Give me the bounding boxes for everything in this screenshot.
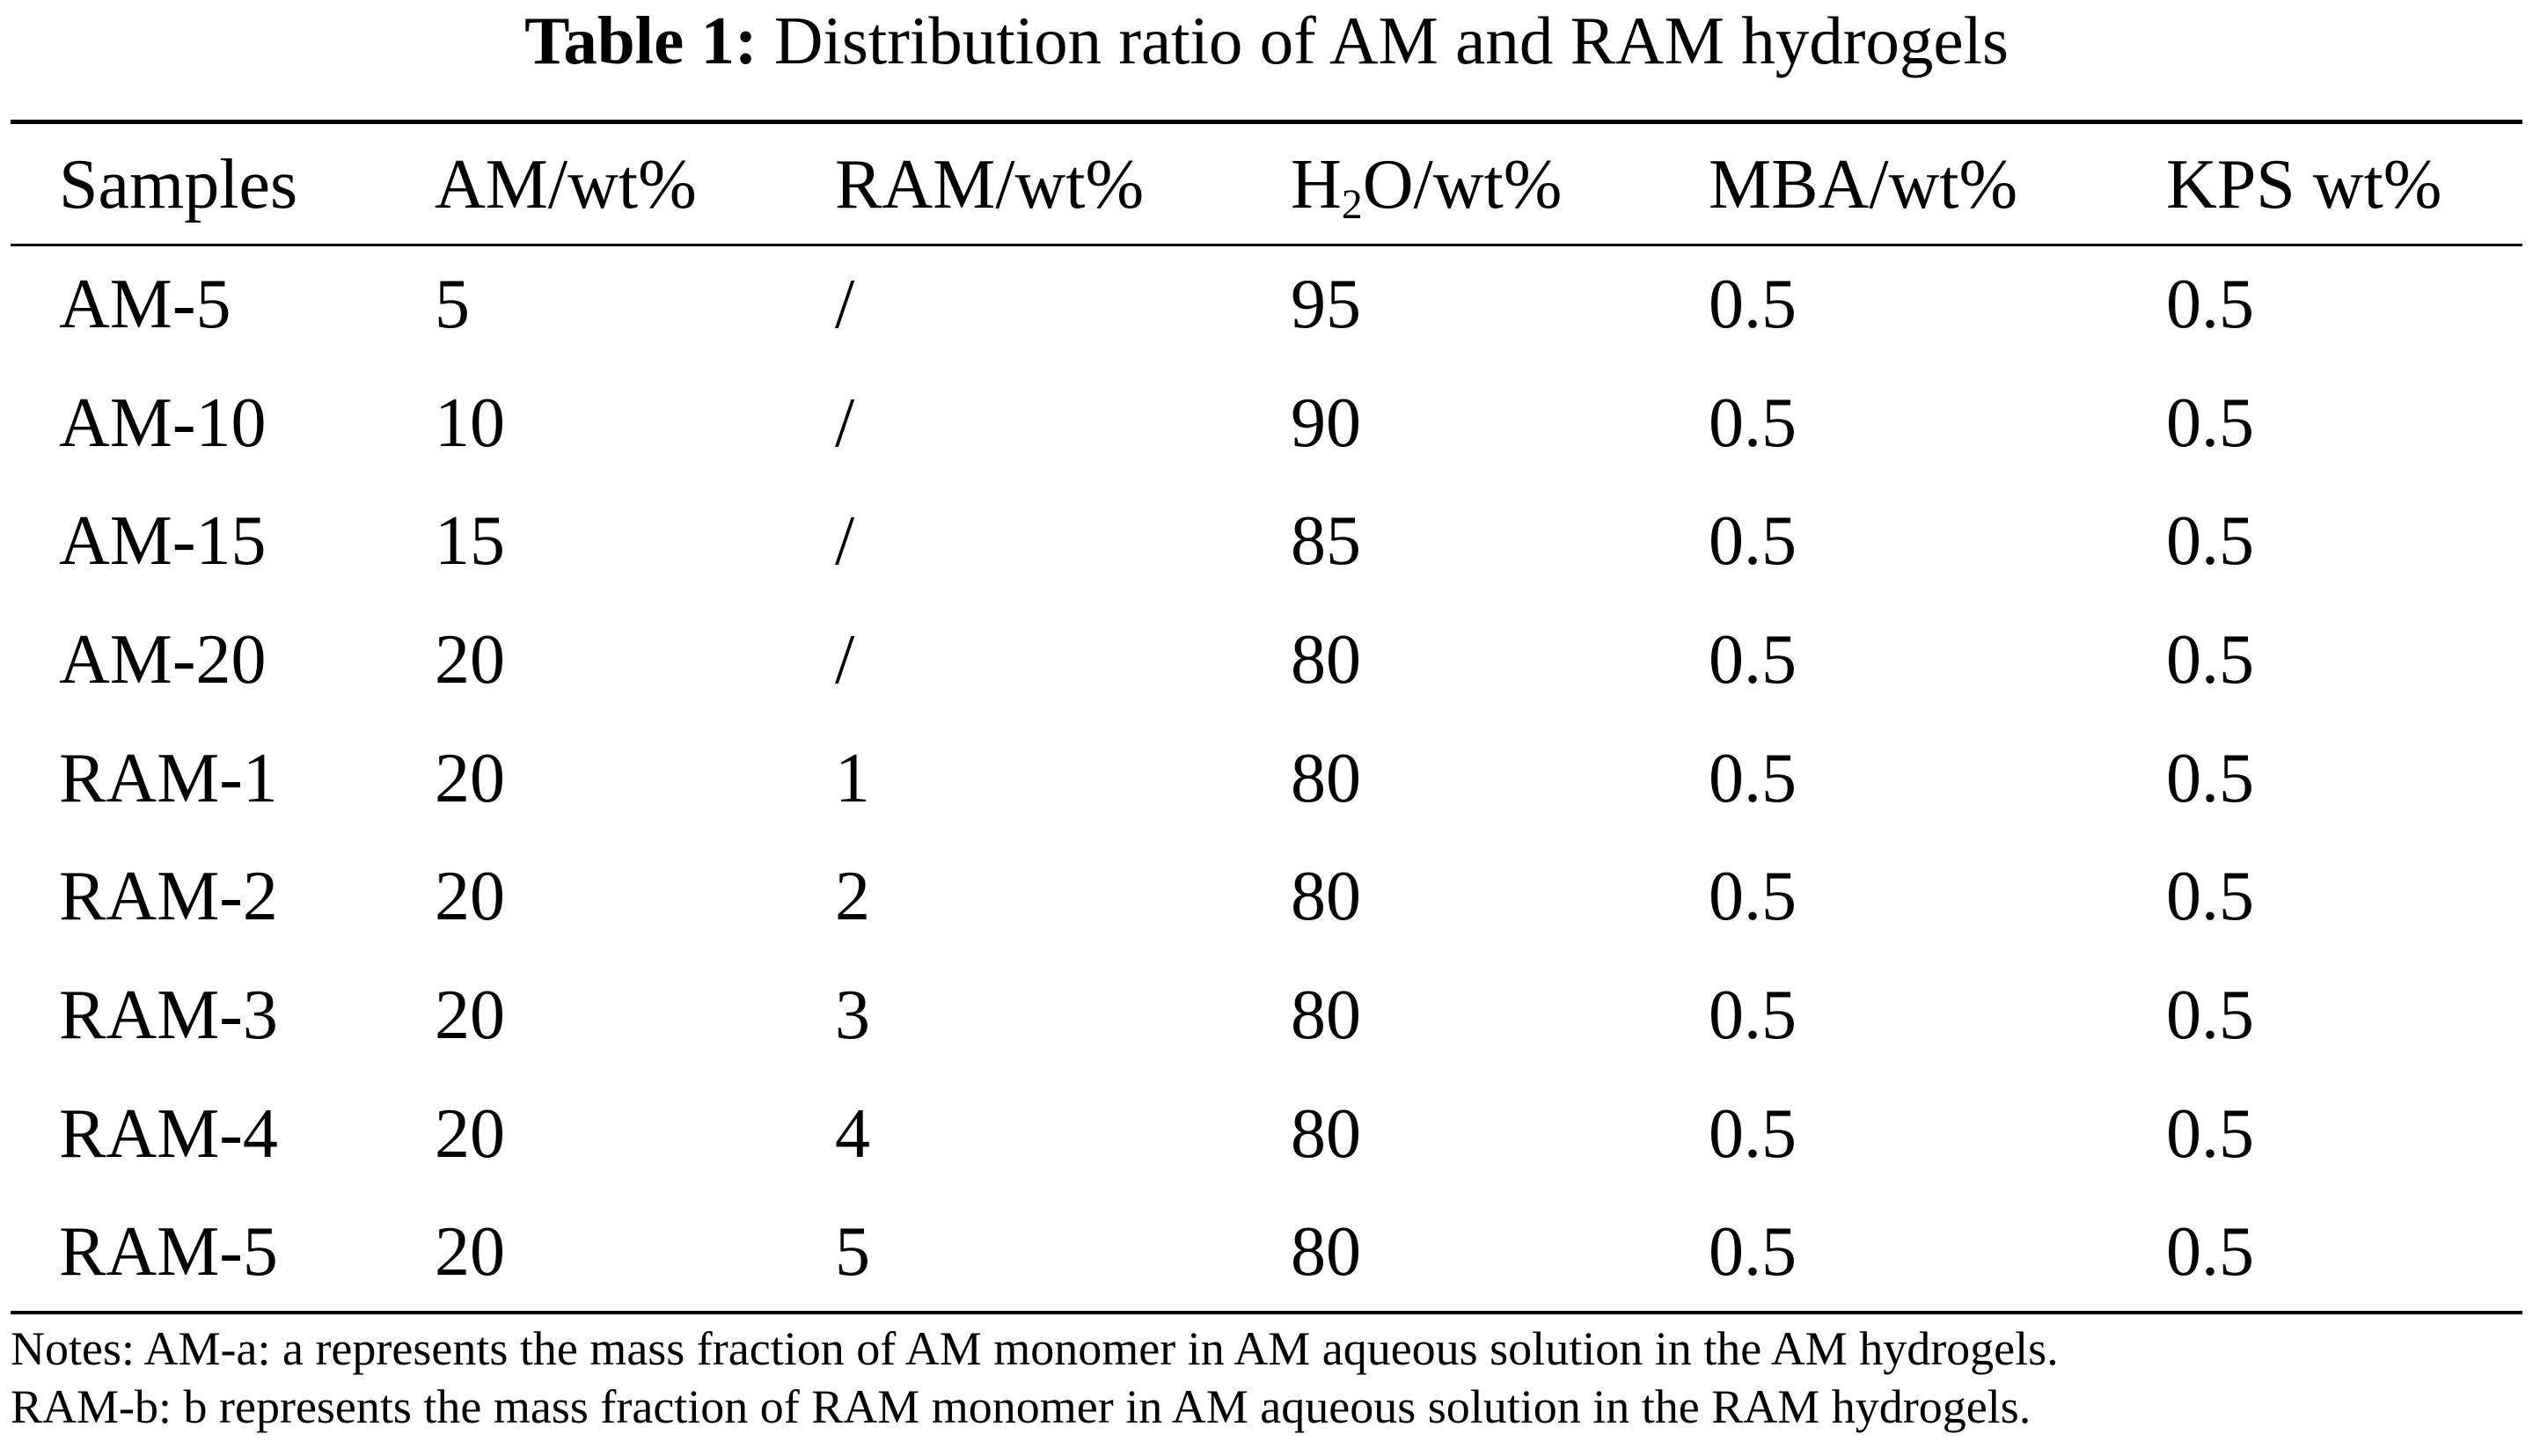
am-cell: 20	[435, 620, 505, 699]
mba-cell: 0.5	[1709, 384, 1797, 462]
h2o-cell: 80	[1291, 739, 1361, 817]
h2o-cell: 80	[1291, 1094, 1361, 1173]
table-row	[11, 245, 2533, 364]
sample-cell: RAM-1	[59, 739, 278, 817]
header-row	[11, 124, 2533, 245]
am-cell: 20	[435, 1213, 505, 1291]
h2o-cell: 95	[1291, 265, 1361, 343]
mba-cell: 0.5	[1709, 620, 1797, 699]
header-h2o-suffix: O/wt%	[1362, 145, 1563, 223]
kps-cell: 0.5	[2166, 265, 2254, 343]
kps-cell: 0.5	[2166, 384, 2254, 462]
sample-cell: AM-10	[59, 384, 267, 462]
h2o-cell: 90	[1291, 384, 1361, 462]
kps-cell: 0.5	[2166, 976, 2254, 1054]
note-line-1: Notes: AM-a: a represents the mass fraction of AM monomer in AM aqueous solution in the AM hydrogels.	[11, 1322, 2059, 1375]
mba-cell: 0.5	[1709, 976, 1797, 1054]
h2o-cell: 80	[1291, 620, 1361, 699]
table-row	[11, 720, 2533, 838]
note-line-2: RAM-b: b represents the mass fraction of RAM monomer in AM aqueous solution in the RAM hydrogels.	[11, 1380, 2032, 1433]
data-table	[11, 124, 2533, 1312]
kps-cell: 0.5	[2166, 739, 2254, 817]
header-kps: KPS wt%	[2166, 145, 2442, 223]
am-cell: 10	[435, 384, 505, 462]
am-cell: 20	[435, 976, 505, 1054]
table-row	[11, 1194, 2533, 1313]
h2o-cell: 85	[1291, 502, 1361, 581]
h2o-cell: 80	[1291, 976, 1361, 1054]
h2o-cell: 80	[1291, 1213, 1361, 1291]
table-caption-label: Table 1:	[524, 3, 758, 78]
mba-cell: 0.5	[1709, 265, 1797, 343]
table-body	[11, 245, 2533, 1312]
ram-cell: 4	[835, 1094, 870, 1173]
kps-cell: 0.5	[2166, 858, 2254, 936]
header-am: AM/wt%	[435, 145, 697, 223]
header-h2o	[1291, 124, 1709, 245]
ram-cell: 2	[835, 858, 870, 936]
ram-cell: /	[835, 265, 855, 343]
table-row	[11, 838, 2533, 956]
sample-cell: RAM-4	[59, 1094, 278, 1173]
table-row	[11, 482, 2533, 601]
am-cell: 5	[435, 265, 470, 343]
ram-cell: 3	[835, 976, 870, 1054]
header-samples: Samples	[59, 145, 298, 223]
kps-cell: 0.5	[2166, 620, 2254, 699]
table-row	[11, 956, 2533, 1075]
am-cell: 20	[435, 858, 505, 936]
ram-cell: /	[835, 384, 855, 462]
sample-cell: RAM-5	[59, 1213, 278, 1291]
am-cell: 20	[435, 739, 505, 817]
am-cell: 15	[435, 502, 505, 581]
table-row	[11, 364, 2533, 483]
sample-cell: AM-20	[59, 620, 267, 699]
table-caption	[0, 0, 2533, 81]
ram-cell: /	[835, 502, 855, 581]
mba-cell: 0.5	[1709, 502, 1797, 581]
header-h2o-prefix: H	[1291, 145, 1342, 223]
mba-cell: 0.5	[1709, 1094, 1797, 1173]
mba-cell: 0.5	[1709, 858, 1797, 936]
sample-cell: RAM-2	[59, 858, 278, 936]
sample-cell: RAM-3	[59, 976, 278, 1054]
table-row	[11, 1075, 2533, 1194]
ram-cell: /	[835, 620, 855, 699]
am-cell: 20	[435, 1094, 505, 1173]
header-h2o-subscript: 2	[1341, 180, 1363, 228]
sample-cell: AM-5	[59, 265, 231, 343]
kps-cell: 0.5	[2166, 502, 2254, 581]
sample-cell: AM-15	[59, 502, 267, 581]
h2o-cell: 80	[1291, 858, 1361, 936]
kps-cell: 0.5	[2166, 1094, 2254, 1173]
table-row	[11, 601, 2533, 720]
kps-cell: 0.5	[2166, 1213, 2254, 1291]
mba-cell: 0.5	[1709, 739, 1797, 817]
ram-cell: 5	[835, 1213, 870, 1291]
table-caption-text: Distribution ratio of AM and RAM hydrogels	[773, 3, 2009, 78]
header-mba: MBA/wt%	[1709, 145, 2018, 223]
header-ram: RAM/wt%	[835, 145, 1145, 223]
table-notes	[11, 1320, 2527, 1436]
mba-cell: 0.5	[1709, 1213, 1797, 1291]
ram-cell: 1	[835, 739, 870, 817]
